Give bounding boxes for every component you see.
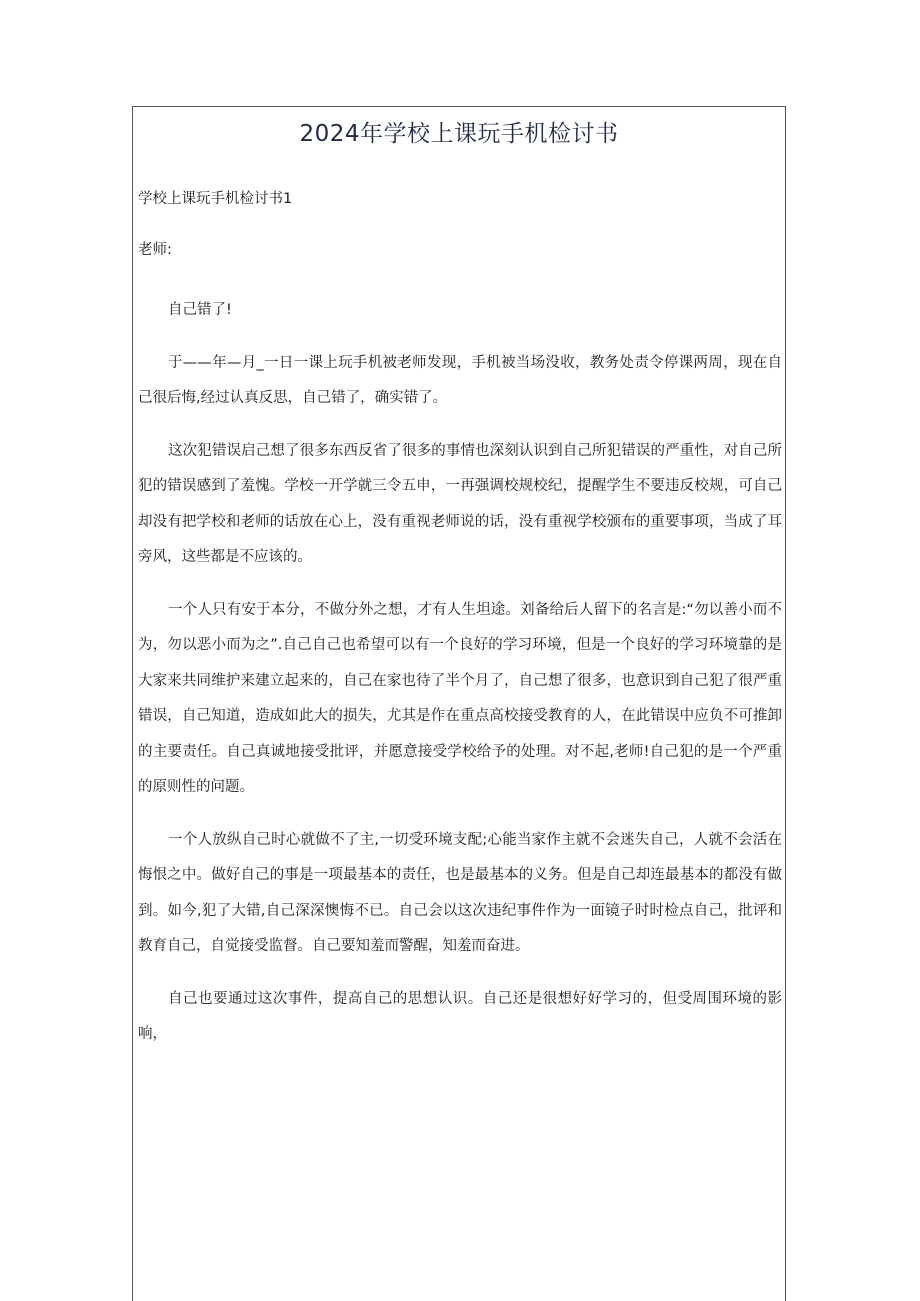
paragraph: 自己也要通过这次事件，提高自己的思想认识。自己还是很想好好学习的，但受周围环境的影响， — [138, 990, 782, 1042]
paragraph: 于——年—月_一日一课上玩手机被老师发现，手机被当场没收，教务处责令停课两周，现在自己很后悔,经过认真反思，自己错了，确实错了。 — [138, 354, 782, 406]
document-title: 2024年学校上课玩手机检讨书 — [299, 121, 619, 147]
document-page — [132, 106, 786, 1301]
paragraph: 一个人放纵自己时心就做不了主,一切受环境支配;心能当家作主就不会迷失自己，人就不会活在悔恨之中。做好自己的事是一项最基本的责任，也是最基本的义务。但是自己却连最基本的都没有做到。如今,犯了大错,自己深深懊悔不已。自己会以这次违纪事件作为一面镜子时时检点自己，批评和教育自己，自觉接受监督。自己要知羞而警醒，知羞而奋进。 — [138, 831, 782, 954]
paragraph: 一个人只有安于本分，不做分外之想，才有人生坦途。刘备给后人留下的名言是:“勿以善小而不为，勿以恶小而为之”.自己自己也希望可以有一个良好的学习环境，但是一个良好的学习环境靠的是大家来共同维护来建立起来的，自己在家也待了半个月了，自己想了很多，也意识到自己犯了很严重错误，自己知道，造成如此大的损失，尤其是作在重点高校接受教育的人，在此错误中应负不可推卸的主要责任。自己真诚地接受批评，并愿意接受学校给予的处理。对不起,老师!自己犯的是一个严重的原则性的问题。 — [138, 601, 782, 795]
letter-body — [138, 293, 782, 1070]
salutation: 老师: — [138, 242, 172, 258]
paragraph: 自己错了! — [168, 302, 232, 318]
section-heading: 学校上课玩手机检讨书1 — [138, 191, 293, 207]
paragraph: 这次犯错误启己想了很多东西反省了很多的事情也深刻认识到自己所犯错误的严重性，对自己所犯的错误感到了羞愧。学校一开学就三令五申，一再强调校规校纪，提醒学生不要违反校规，可自己却没有把学校和老师的话放在心上，没有重视老师说的话，没有重视学校颁布的重要事项，当成了耳旁风，这些都是不应该的。 — [138, 442, 782, 565]
